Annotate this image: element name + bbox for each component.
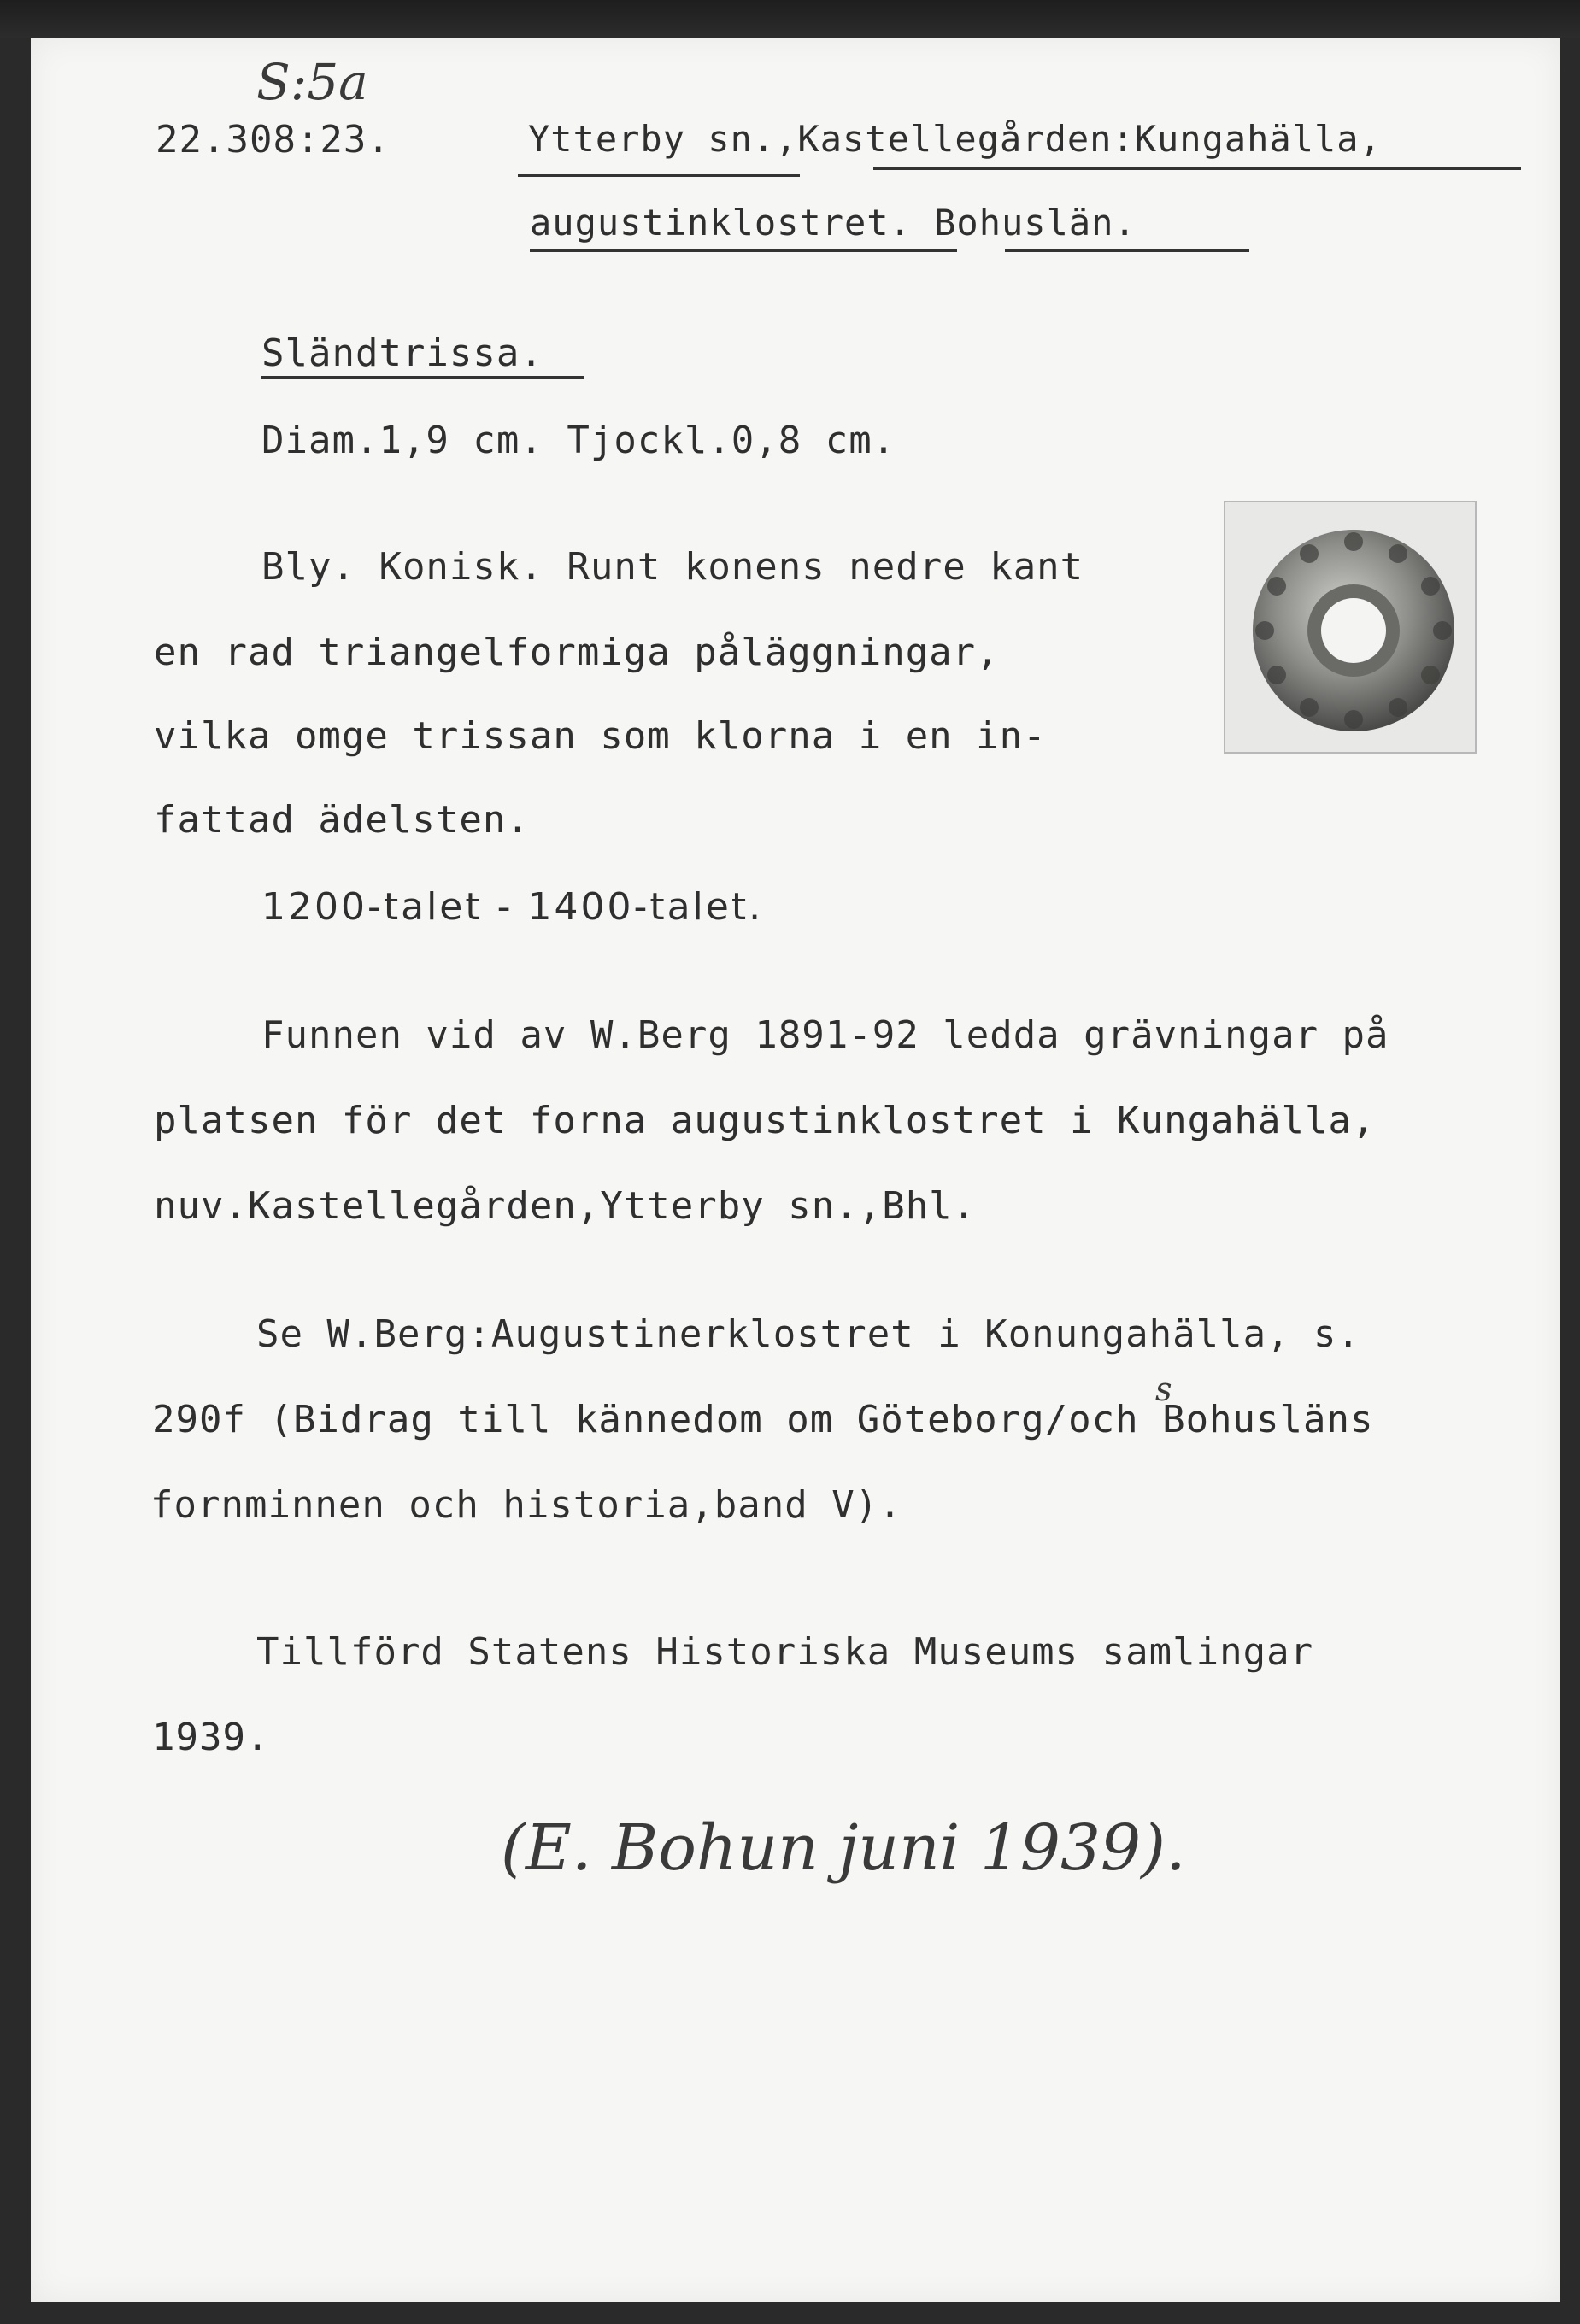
reference-handwritten-insert: s bbox=[1155, 1370, 1172, 1408]
location-underline-2b bbox=[1005, 249, 1249, 252]
reference-line-1: Se W.Berg:Augustinerklostret i Konungahälla, s. bbox=[256, 1312, 1361, 1356]
object-name-underline bbox=[261, 376, 584, 379]
object-name: Sländtrissa. bbox=[261, 332, 543, 375]
description-line-1: Bly. Konisk. Runt konens nedre kant bbox=[261, 545, 1084, 589]
acquisition-line-2: 1939. bbox=[152, 1716, 270, 1759]
location-line-2: augustinklostret. Bohuslän. bbox=[530, 202, 1137, 244]
location-underline-1a bbox=[518, 174, 800, 177]
find-context-line-1: Funnen vid av W.Berg 1891-92 ledda grävningar på bbox=[261, 1013, 1389, 1057]
spindle-whorl-image bbox=[1225, 502, 1475, 752]
object-photo bbox=[1224, 501, 1477, 754]
location-underline-1b bbox=[873, 167, 1521, 170]
reference-line-2: 290f (Bidrag till kännedom om Göteborg/och Bohusläns bbox=[152, 1398, 1374, 1441]
scan-border bbox=[0, 0, 1580, 38]
object-dimensions: Diam.1,9 cm. Tjockl.0,8 cm. bbox=[261, 419, 896, 462]
signature: (E. Bohun juni 1939). bbox=[501, 1811, 1186, 1885]
inventory-number: 22.308:23. bbox=[156, 118, 391, 161]
location-underline-2a bbox=[530, 249, 957, 252]
find-context-line-3: nuv.Kastellegården,Ytterby sn.,Bhl. bbox=[154, 1184, 977, 1228]
catalog-card bbox=[31, 38, 1560, 2302]
acquisition-line-1: Tillförd Statens Historiska Museums samlingar bbox=[256, 1630, 1314, 1674]
description-line-2: en rad triangelformiga påläggningar, bbox=[154, 631, 1000, 674]
find-context-line-2: platsen för det forna augustinklostret i Kungahälla, bbox=[154, 1099, 1376, 1142]
location-line-1: Ytterby sn.,Kastellegården:Kungahälla, bbox=[528, 118, 1382, 160]
dating: 1200-talet - 1400-talet. bbox=[261, 885, 764, 929]
description-line-3: vilka omge trissan som klorna i en in- bbox=[154, 714, 1047, 758]
description-line-4: fattad ädelsten. bbox=[154, 798, 530, 842]
handwritten-catalog-number: S:5a bbox=[256, 53, 368, 111]
reference-line-3: fornminnen och historia,band V). bbox=[150, 1483, 902, 1527]
